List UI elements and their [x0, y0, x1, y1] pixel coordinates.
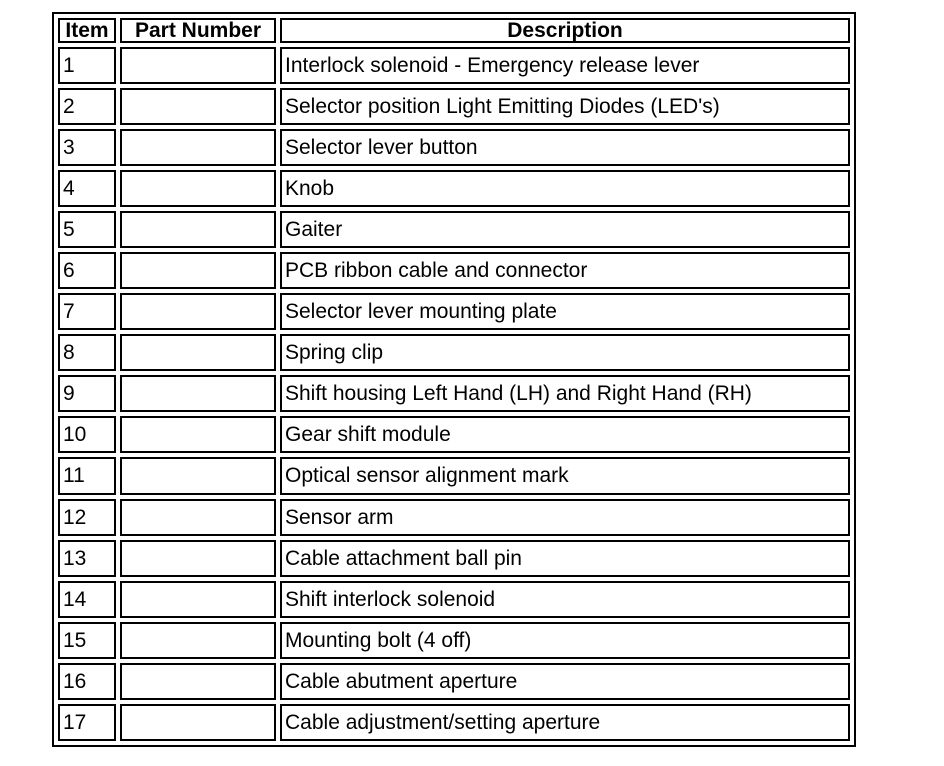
item-cell: 8	[58, 334, 116, 371]
description-cell: Knob	[280, 170, 850, 207]
item-cell: 12	[58, 499, 116, 536]
description-cell: Cable adjustment/setting aperture	[280, 704, 850, 741]
table-row	[58, 47, 850, 84]
header-item: Item	[58, 18, 116, 43]
item-cell: 6	[58, 252, 116, 289]
item-cell: 4	[58, 170, 116, 207]
part-number-cell	[120, 663, 276, 700]
item-cell: 1	[58, 47, 116, 84]
part-number-cell	[120, 211, 276, 248]
part-number-cell	[120, 293, 276, 330]
table-row	[58, 457, 850, 494]
table-row	[58, 416, 850, 453]
part-number-cell	[120, 416, 276, 453]
table-row	[58, 129, 850, 166]
part-number-cell	[120, 457, 276, 494]
item-cell: 10	[58, 416, 116, 453]
table-row	[58, 499, 850, 536]
description-cell: Selector position Light Emitting Diodes (LED's)	[280, 88, 850, 125]
description-cell: Cable attachment ball pin	[280, 540, 850, 577]
parts-table-frame	[52, 12, 856, 747]
table-body	[58, 47, 850, 741]
part-number-cell	[120, 88, 276, 125]
item-cell: 16	[58, 663, 116, 700]
description-cell: Shift interlock solenoid	[280, 581, 850, 618]
item-cell: 7	[58, 293, 116, 330]
parts-table	[54, 14, 854, 745]
item-cell: 13	[58, 540, 116, 577]
part-number-cell	[120, 540, 276, 577]
table-row	[58, 88, 850, 125]
description-cell: Mounting bolt (4 off)	[280, 622, 850, 659]
table-row	[58, 334, 850, 371]
part-number-cell	[120, 375, 276, 412]
description-cell: Interlock solenoid - Emergency release lever	[280, 47, 850, 84]
table-row	[58, 663, 850, 700]
table-row	[58, 211, 850, 248]
part-number-cell	[120, 129, 276, 166]
table-header-row	[58, 18, 850, 43]
table-row	[58, 252, 850, 289]
description-cell: Gaiter	[280, 211, 850, 248]
item-cell: 2	[58, 88, 116, 125]
part-number-cell	[120, 704, 276, 741]
description-cell: Selector lever mounting plate	[280, 293, 850, 330]
description-cell: Gear shift module	[280, 416, 850, 453]
part-number-cell	[120, 499, 276, 536]
part-number-cell	[120, 252, 276, 289]
header-part-number: Part Number	[120, 18, 276, 43]
description-cell: Sensor arm	[280, 499, 850, 536]
item-cell: 3	[58, 129, 116, 166]
description-cell: Shift housing Left Hand (LH) and Right Hand (RH)	[280, 375, 850, 412]
part-number-cell	[120, 581, 276, 618]
table-row	[58, 293, 850, 330]
table-row	[58, 170, 850, 207]
table-row	[58, 581, 850, 618]
part-number-cell	[120, 334, 276, 371]
table-row	[58, 375, 850, 412]
description-cell: PCB ribbon cable and connector	[280, 252, 850, 289]
description-cell: Selector lever button	[280, 129, 850, 166]
part-number-cell	[120, 622, 276, 659]
header-description: Description	[280, 18, 850, 43]
item-cell: 17	[58, 704, 116, 741]
part-number-cell	[120, 47, 276, 84]
item-cell: 11	[58, 457, 116, 494]
description-cell: Optical sensor alignment mark	[280, 457, 850, 494]
item-cell: 15	[58, 622, 116, 659]
table-row	[58, 704, 850, 741]
table-row	[58, 622, 850, 659]
description-cell: Cable abutment aperture	[280, 663, 850, 700]
description-cell: Spring clip	[280, 334, 850, 371]
part-number-cell	[120, 170, 276, 207]
item-cell: 5	[58, 211, 116, 248]
table-row	[58, 540, 850, 577]
item-cell: 14	[58, 581, 116, 618]
item-cell: 9	[58, 375, 116, 412]
